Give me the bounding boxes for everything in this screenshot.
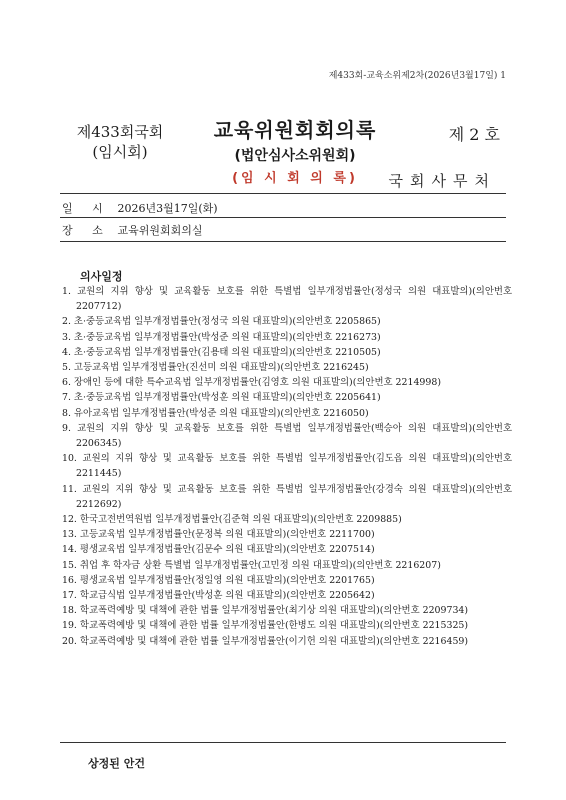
agenda-item: 11. 교원의 지위 향상 및 교육활동 보호를 위한 특별법 일부개정법률안(강경숙 의원 대표발의)(의안번호 2212692)	[62, 483, 512, 510]
meta-divider-2	[60, 241, 506, 242]
header-divider	[60, 193, 506, 194]
agenda-item: 9. 교원의 지위 향상 및 교육활동 보호를 위한 특별법 일부개정법률안(백승아 의원 대표발의)(의안번호 2206345)	[62, 422, 512, 450]
agenda-item: 18. 학교폭력예방 및 대책에 관한 법률 일부개정법률안(최기상 의원 대표발의)(의안번호 2209734)	[62, 605, 469, 617]
agenda-item: 6. 장애인 등에 대한 특수교육법 일부개정법률안(김영호 의원 대표발의)(의안번호 2214998)	[62, 377, 441, 389]
session-number: 제433회국회	[76, 123, 164, 141]
date-label: 일 시	[62, 202, 111, 215]
meta-divider-1	[60, 217, 506, 218]
session-type: (임시회)	[92, 143, 148, 161]
agenda-item: 4. 초·중등교육법 일부개정법률안(김용태 의원 대표발의)(의안번호 2210505)	[62, 346, 381, 358]
agenda-item: 19. 학교폭력예방 및 대책에 관한 법률 일부개정법률안(한병도 의원 대표발의)(의안번호 2215325)	[62, 620, 469, 632]
document-title: 교육위원회회의록	[213, 118, 377, 142]
agenda-item: 12. 한국고전번역원법 일부개정법률안(김준혁 의원 대표발의)(의안번호 2209885)	[62, 514, 402, 526]
publisher: 국회사무처	[388, 172, 496, 190]
issue-number: 제 2 호	[448, 125, 500, 144]
session-block	[70, 122, 170, 162]
record-type: (임 시 회 의 록)	[232, 171, 358, 186]
place-label: 장 소	[62, 224, 111, 237]
date-value: 2026년3월17일(화)	[117, 202, 218, 215]
agenda-item: 7. 초·중등교육법 일부개정법률안(박성훈 의원 대표발의)(의안번호 2205641)	[62, 392, 381, 404]
agenda-item: 1. 교원의 지위 향상 및 교육활동 보호를 위한 특별법 일부개정법률안(정성국 의원 대표발의)(의안번호 2207712)	[62, 286, 512, 313]
agenda-item: 15. 취업 후 학자금 상환 특별법 일부개정법률안(고민정 의원 대표발의)(의안번호 2216207)	[62, 559, 441, 571]
agenda-item: 10. 교원의 지위 향상 및 교육활동 보호를 위한 특별법 일부개정법률안(김도읍 의원 대표발의)(의안번호 2211445)	[62, 453, 512, 480]
agenda-divider	[60, 742, 506, 743]
agenda-item: 13. 고등교육법 일부개정법률안(문정복 의원 대표발의)(의안번호 2211700)	[62, 529, 375, 541]
section-heading: 상정된 안건	[88, 757, 145, 770]
agenda-item: 8. 유아교육법 일부개정법률안(박성준 의원 대표발의)(의안번호 2216050)	[62, 407, 369, 419]
meta-date-row	[62, 200, 218, 216]
running-head: 제433회-교육소위제2차(2026년3월17일) 1	[328, 71, 506, 81]
agenda-item: 20. 학교폭력예방 및 대책에 관한 법률 일부개정법률안(이기헌 의원 대표발의)(의안번호 2216459)	[62, 635, 469, 647]
agenda-item: 17. 학교급식법 일부개정법률안(박성훈 의원 대표발의)(의안번호 2205642)	[62, 590, 375, 602]
title-block	[190, 114, 400, 186]
agenda-item: 5. 고등교육법 일부개정법률안(진선미 의원 대표발의)(의안번호 2216245)	[62, 362, 369, 374]
agenda-list	[62, 284, 512, 649]
agenda-item: 14. 평생교육법 일부개정법률안(김문수 의원 대표발의)(의안번호 2207514)	[62, 544, 375, 556]
agenda-item: 3. 초·중등교육법 일부개정법률안(박성준 의원 대표발의)(의안번호 2216273)	[62, 331, 381, 343]
agenda-item: 16. 평생교육법 일부개정법률안(정일영 의원 대표발의)(의안번호 2201765)	[62, 574, 375, 586]
place-value: 교육위원회회의실	[117, 224, 203, 237]
meta-place-row	[62, 222, 203, 238]
document-subtitle: (법안심사소위원회)	[234, 148, 356, 164]
agenda-heading: 의사일정	[80, 270, 123, 283]
agenda-item: 2. 초·중등교육법 일부개정법률안(정성국 의원 대표발의)(의안번호 2205865)	[62, 316, 381, 328]
